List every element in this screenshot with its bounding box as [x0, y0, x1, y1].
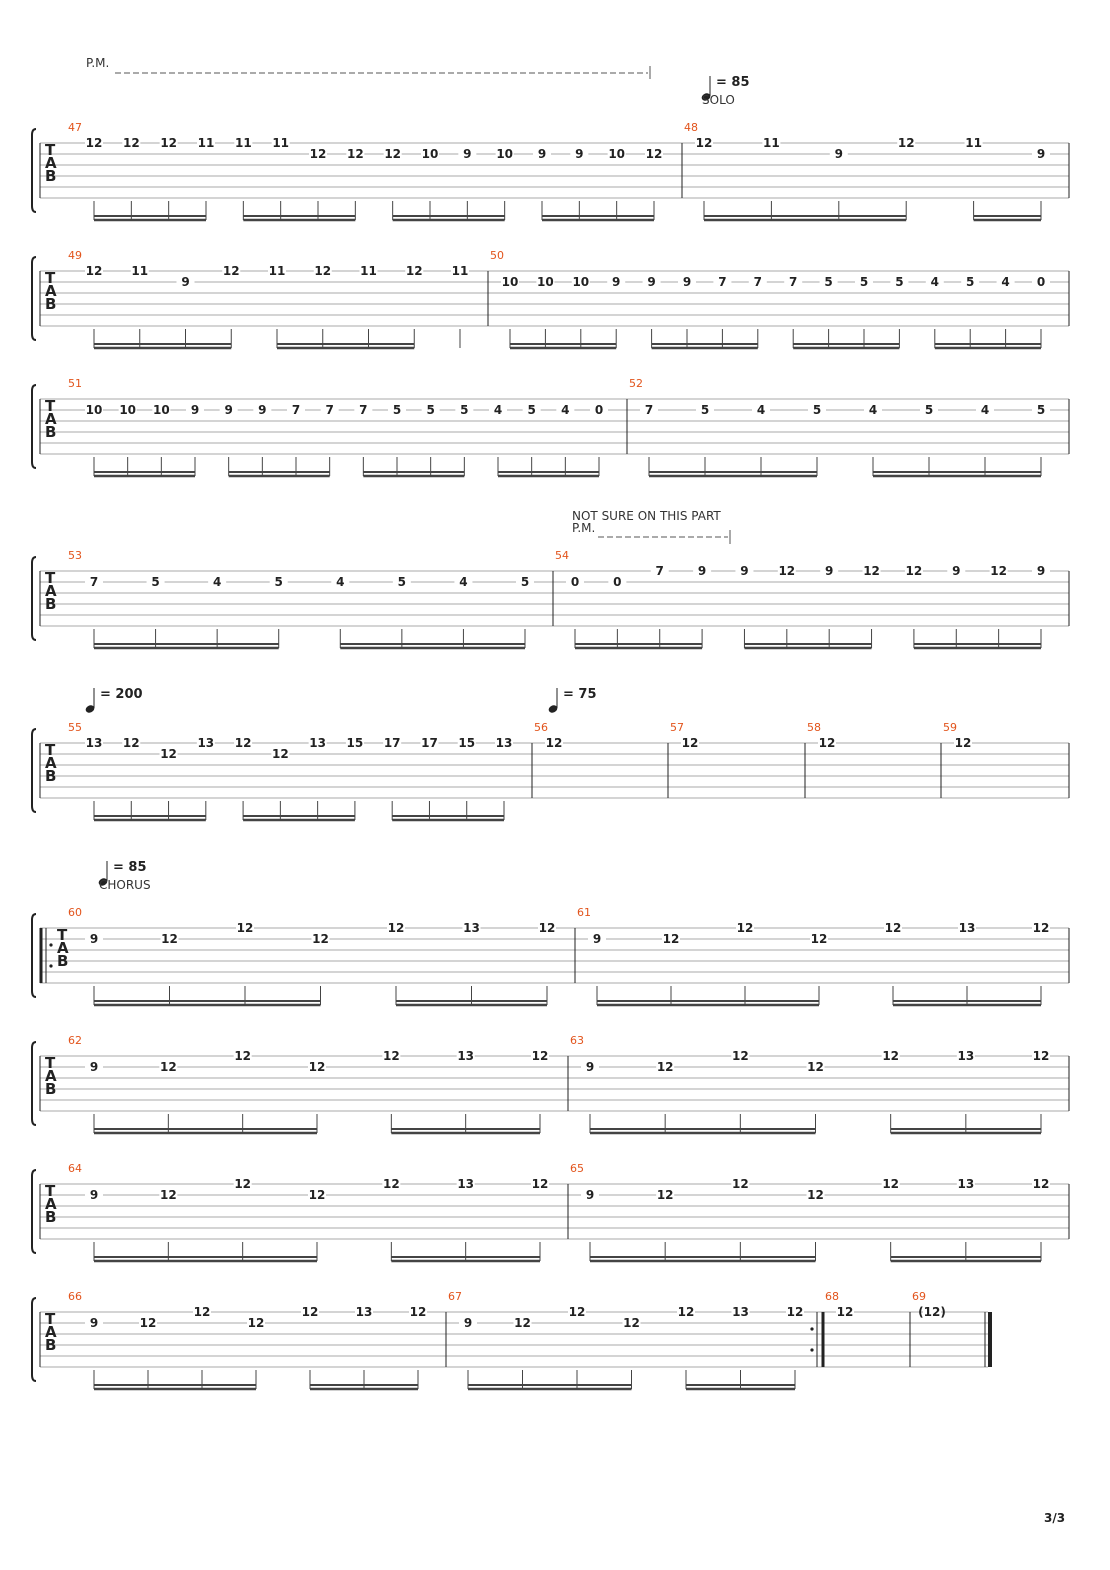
tempo-marker-3	[547, 687, 596, 714]
tab-clef-letter: A	[45, 1195, 57, 1213]
fret-number: 5	[527, 403, 536, 417]
measure	[570, 1034, 1069, 1133]
tab-clef-letter: T	[45, 1054, 56, 1072]
fret-number: 12	[954, 736, 972, 750]
fret-number: 9	[834, 147, 843, 161]
fret-number: 12	[882, 1177, 900, 1191]
fret-number: 9	[89, 1188, 99, 1202]
fret-number: 5	[700, 403, 710, 417]
tab-clef-letter: A	[45, 154, 57, 172]
tab-clef-letter: T	[45, 397, 56, 415]
system-bracket	[32, 1042, 36, 1125]
fret-number: 4	[868, 403, 878, 417]
note-annotation: NOT SURE ON THIS PART	[572, 509, 721, 523]
system-bracket	[32, 1170, 36, 1253]
measure-number: 51	[68, 377, 82, 390]
fret-number: 12	[531, 1177, 549, 1191]
tempo-value: = 85	[716, 75, 750, 90]
page-number: 3/3	[1044, 1511, 1066, 1525]
fret-number: 12	[161, 932, 178, 946]
tab-clef-letter: B	[57, 952, 69, 970]
fret-number: 9	[258, 403, 267, 417]
fret-number: 4	[493, 403, 503, 417]
fret-number: 13	[957, 1049, 975, 1063]
measure	[68, 1290, 446, 1389]
fret-number: 12	[382, 1177, 400, 1191]
tab-system	[32, 906, 1069, 1005]
repeat-dot	[49, 943, 52, 946]
measure	[943, 721, 1069, 798]
measure-number: 64	[68, 1162, 82, 1175]
fret-number: 12	[836, 1305, 854, 1319]
fret-number: 9	[585, 1188, 595, 1202]
tempo-value: = 85	[113, 860, 147, 875]
measure	[68, 549, 553, 648]
fret-number: 12	[160, 747, 177, 761]
measure	[825, 1290, 910, 1367]
fret-number: 12	[807, 1060, 824, 1074]
tab-system	[32, 1290, 990, 1389]
tab-system	[32, 1162, 1069, 1261]
fret-number: 12	[382, 1049, 400, 1063]
fret-number: 12	[810, 932, 828, 946]
system-bracket	[32, 914, 36, 997]
fret-number: 12	[736, 921, 754, 935]
fret-number: 10	[85, 403, 103, 417]
measure-number: 52	[629, 377, 643, 390]
fret-number: 13	[85, 736, 103, 750]
fret-number: 7	[718, 275, 727, 289]
fret-number: 12	[568, 1305, 586, 1319]
measure	[68, 249, 488, 348]
fret-number: 12	[159, 1060, 177, 1074]
measure	[684, 121, 1069, 220]
fret-number: 17	[383, 736, 401, 750]
tab-clef-letter: B	[45, 767, 57, 785]
measure	[68, 1162, 568, 1261]
fret-number: 12	[312, 932, 329, 946]
fret-number: 12	[1032, 1177, 1050, 1191]
fret-number: 7	[291, 403, 301, 417]
tab-system	[32, 377, 1069, 476]
fret-number: 12	[247, 1316, 265, 1330]
fret-number: 13	[355, 1305, 373, 1319]
fret-number: 12	[236, 921, 254, 935]
fret-number: 12	[818, 736, 836, 750]
fret-number: 13	[197, 736, 215, 750]
tab-clef-letter: T	[45, 1182, 56, 1200]
fret-number: 12	[514, 1316, 531, 1330]
tab-system	[32, 721, 1069, 820]
fret-number: 9	[89, 1060, 99, 1074]
repeat-dot	[810, 1348, 813, 1351]
fret-number: 5	[426, 403, 435, 417]
fret-number: 12	[623, 1316, 640, 1330]
palm-mute-label: P.M.	[572, 521, 596, 535]
fret-number: 12	[405, 264, 423, 278]
fret-number: 5	[812, 403, 822, 417]
fret-number: 17	[421, 736, 438, 750]
fret-number: 12	[863, 564, 880, 578]
fret-number: 7	[89, 575, 99, 589]
measure	[68, 377, 627, 476]
fret-number: 7	[644, 403, 654, 417]
measure	[448, 1290, 823, 1389]
measure	[490, 249, 1069, 348]
fret-number: 9	[190, 403, 200, 417]
tab-clef-letter: A	[45, 582, 57, 600]
measure	[534, 721, 668, 798]
measure-number: 49	[68, 249, 82, 262]
fret-number: 12	[677, 1305, 695, 1319]
fret-number: 9	[575, 147, 584, 161]
repeat-dot	[49, 964, 52, 967]
measure	[577, 906, 1069, 1005]
fret-number: 12	[645, 147, 663, 161]
fret-number: 12	[122, 136, 140, 150]
system-bracket	[32, 557, 36, 640]
fret-number: 9	[181, 275, 190, 289]
fret-number: 13	[957, 1177, 975, 1191]
fret-number: 10	[572, 275, 590, 289]
fret-number: 9	[585, 1060, 595, 1074]
fret-number: 12	[346, 147, 364, 161]
fret-number: 9	[463, 147, 472, 161]
tab-clef-letter: B	[45, 595, 57, 613]
tab-system	[32, 249, 1069, 348]
measure-number: 68	[825, 1290, 839, 1303]
fret-number: 4	[980, 403, 990, 417]
fret-number: 12	[308, 1188, 326, 1202]
system-bracket	[32, 257, 36, 340]
tab-clef-letter: A	[45, 410, 57, 428]
fret-number: 13	[457, 1177, 475, 1191]
fret-number: 4	[212, 575, 222, 589]
fret-number: 5	[895, 275, 904, 289]
fret-number: 15	[346, 736, 364, 750]
measure	[912, 1290, 946, 1319]
system-bracket	[32, 729, 36, 812]
measure	[555, 549, 1069, 648]
fret-number: 4	[336, 575, 345, 589]
fret-number: 9	[592, 932, 602, 946]
fret-number: (12)	[918, 1305, 946, 1319]
measure-number: 53	[68, 549, 82, 562]
measure-number: 62	[68, 1034, 82, 1047]
tab-system	[32, 549, 1069, 648]
tab-system	[32, 1034, 1069, 1133]
fret-number: 9	[89, 1316, 99, 1330]
measure	[68, 1034, 568, 1133]
fret-number: 12	[308, 1060, 326, 1074]
measure	[670, 721, 805, 798]
fret-number: 13	[958, 921, 976, 935]
fret-number: 12	[531, 1049, 549, 1063]
fret-number: 12	[272, 747, 289, 761]
fret-number: 12	[731, 1177, 749, 1191]
fret-number: 10	[537, 275, 554, 289]
fret-number: 12	[222, 264, 240, 278]
measure-number: 48	[684, 121, 698, 134]
measure	[68, 721, 532, 820]
fret-number: 12	[309, 147, 327, 161]
measure-number: 61	[577, 906, 591, 919]
system-bracket	[32, 129, 36, 212]
fret-number: 12	[538, 921, 556, 935]
fret-number: 7	[753, 275, 762, 289]
fret-number: 11	[268, 264, 286, 278]
fret-number: 9	[224, 403, 233, 417]
fret-number: 13	[495, 736, 513, 750]
fret-number: 12	[882, 1049, 900, 1063]
fret-number: 4	[561, 403, 570, 417]
fret-number: 12	[122, 736, 140, 750]
fret-number: 5	[151, 575, 160, 589]
fret-number: 13	[732, 1305, 749, 1319]
fret-number: 5	[520, 575, 530, 589]
measure	[68, 906, 575, 1005]
fret-number: 0	[570, 575, 580, 589]
fret-number: 9	[825, 564, 834, 578]
fret-number: 9	[537, 147, 547, 161]
system-bracket	[32, 385, 36, 468]
tab-clef-letter: A	[45, 1323, 57, 1341]
fret-number: 12	[409, 1305, 427, 1319]
fret-number: 12	[301, 1305, 319, 1319]
measure-number: 59	[943, 721, 957, 734]
fret-number: 12	[159, 1188, 177, 1202]
fret-number: 9	[952, 564, 961, 578]
measure-number: 47	[68, 121, 82, 134]
tab-clef-letter: A	[45, 282, 57, 300]
fret-number: 10	[119, 403, 137, 417]
fret-number: 11	[763, 136, 780, 150]
fret-number: 0	[594, 403, 604, 417]
fret-number: 12	[731, 1049, 749, 1063]
fret-number: 12	[786, 1305, 804, 1319]
fret-number: 12	[314, 264, 332, 278]
tab-clef-letter: B	[45, 167, 57, 185]
fret-number: 11	[131, 264, 149, 278]
measure-number: 65	[570, 1162, 584, 1175]
measure-number: 67	[448, 1290, 462, 1303]
fret-number: 4	[930, 275, 939, 289]
fret-number: 12	[884, 921, 902, 935]
tab-clef-letter: B	[45, 1208, 57, 1226]
fret-number: 12	[545, 736, 563, 750]
fret-number: 5	[966, 275, 975, 289]
tab-clef-letter: A	[45, 1067, 57, 1085]
measure	[629, 377, 1069, 476]
fret-number: 11	[234, 136, 252, 150]
section-label-chorus: CHORUS	[99, 878, 151, 892]
tab-clef-letter: T	[57, 926, 68, 944]
fret-number: 12	[193, 1305, 211, 1319]
tempo-value: = 75	[563, 687, 597, 702]
fret-number: 5	[824, 275, 833, 289]
fret-number: 12	[234, 736, 252, 750]
fret-number: 10	[152, 403, 170, 417]
fret-number: 10	[421, 147, 439, 161]
fret-number: 13	[457, 1049, 475, 1063]
fret-number: 12	[384, 147, 402, 161]
tab-clef-letter: A	[45, 754, 57, 772]
fret-number: 9	[1036, 564, 1046, 578]
fret-number: 5	[1036, 403, 1046, 417]
tab-clef-letter: T	[45, 141, 56, 159]
fret-number: 0	[613, 575, 622, 589]
fret-number: 9	[697, 564, 707, 578]
fret-number: 11	[197, 136, 215, 150]
fret-number: 10	[608, 147, 626, 161]
measure	[570, 1162, 1069, 1261]
fret-number: 12	[1032, 1049, 1050, 1063]
measure-number: 66	[68, 1290, 82, 1303]
fret-number: 11	[272, 136, 290, 150]
fret-number: 7	[325, 403, 334, 417]
fret-number: 12	[387, 921, 405, 935]
fret-number: 0	[1036, 275, 1046, 289]
fret-number: 12	[807, 1188, 824, 1202]
fret-number: 7	[359, 403, 368, 417]
fret-number: 9	[740, 564, 749, 578]
fret-number: 12	[897, 136, 915, 150]
fret-number: 12	[778, 564, 796, 578]
measure-number: 57	[670, 721, 684, 734]
fret-number: 5	[397, 575, 407, 589]
tempo-marker-2	[84, 687, 142, 714]
fret-number: 12	[234, 1177, 252, 1191]
tab-clef-letter: T	[45, 569, 56, 587]
fret-number: 12	[662, 932, 680, 946]
fret-number: 10	[501, 275, 519, 289]
fret-number: 12	[139, 1316, 157, 1330]
fret-number: 11	[360, 264, 377, 278]
tab-clef-letter: B	[45, 295, 57, 313]
fret-number: 12	[85, 136, 103, 150]
fret-number: 4	[756, 403, 766, 417]
fret-number: 7	[655, 564, 664, 578]
fret-number: 4	[1001, 275, 1010, 289]
fret-number: 4	[459, 575, 468, 589]
measure-number: 58	[807, 721, 821, 734]
fret-number: 11	[965, 136, 982, 150]
system-bracket	[32, 1298, 36, 1381]
fret-number: 11	[451, 264, 469, 278]
measure-number: 54	[555, 549, 569, 562]
fret-number: 12	[656, 1188, 674, 1202]
fret-number: 12	[905, 564, 923, 578]
fret-number: 5	[392, 403, 402, 417]
fret-number: 5	[924, 403, 934, 417]
tab-clef-letter: T	[45, 269, 56, 287]
fret-number: 9	[463, 1316, 473, 1330]
fret-number: 7	[789, 275, 798, 289]
repeat-dot	[810, 1327, 813, 1330]
fret-number: 12	[656, 1060, 674, 1074]
fret-number: 12	[1032, 921, 1050, 935]
measure-number: 50	[490, 249, 504, 262]
tab-clef-letter: T	[45, 741, 56, 759]
fret-number: 12	[160, 136, 178, 150]
tab-clef-letter: A	[57, 939, 69, 957]
fret-number: 12	[681, 736, 699, 750]
measure	[807, 721, 941, 798]
fret-number: 12	[990, 564, 1007, 578]
measure	[68, 121, 682, 220]
fret-number: 10	[496, 147, 514, 161]
section-label-solo: SOLO	[702, 93, 735, 107]
measure-number: 63	[570, 1034, 584, 1047]
fret-number: 9	[647, 275, 656, 289]
measure-number: 60	[68, 906, 82, 919]
fret-number: 5	[274, 575, 283, 589]
fret-number: 13	[463, 921, 480, 935]
fret-number: 12	[234, 1049, 252, 1063]
measure-number: 56	[534, 721, 548, 734]
fret-number: 12	[85, 264, 103, 278]
tab-system	[32, 121, 1069, 220]
tab-clef-letter: B	[45, 1336, 57, 1354]
fret-number: 9	[612, 275, 621, 289]
measure-number: 69	[912, 1290, 926, 1303]
fret-number: 13	[309, 736, 326, 750]
tab-clef-letter: B	[45, 423, 57, 441]
measure-number: 55	[68, 721, 82, 734]
fret-number: 9	[682, 275, 692, 289]
tempo-value: = 200	[100, 687, 143, 702]
fret-number: 9	[1036, 147, 1046, 161]
fret-number: 5	[859, 275, 869, 289]
fret-number: 12	[695, 136, 713, 150]
tab-clef-letter: T	[45, 1310, 56, 1328]
fret-number: 5	[460, 403, 469, 417]
tab-clef-letter: B	[45, 1080, 57, 1098]
fret-number: 15	[458, 736, 476, 750]
fret-number: 9	[89, 932, 99, 946]
palm-mute-label: P.M.	[86, 56, 110, 70]
